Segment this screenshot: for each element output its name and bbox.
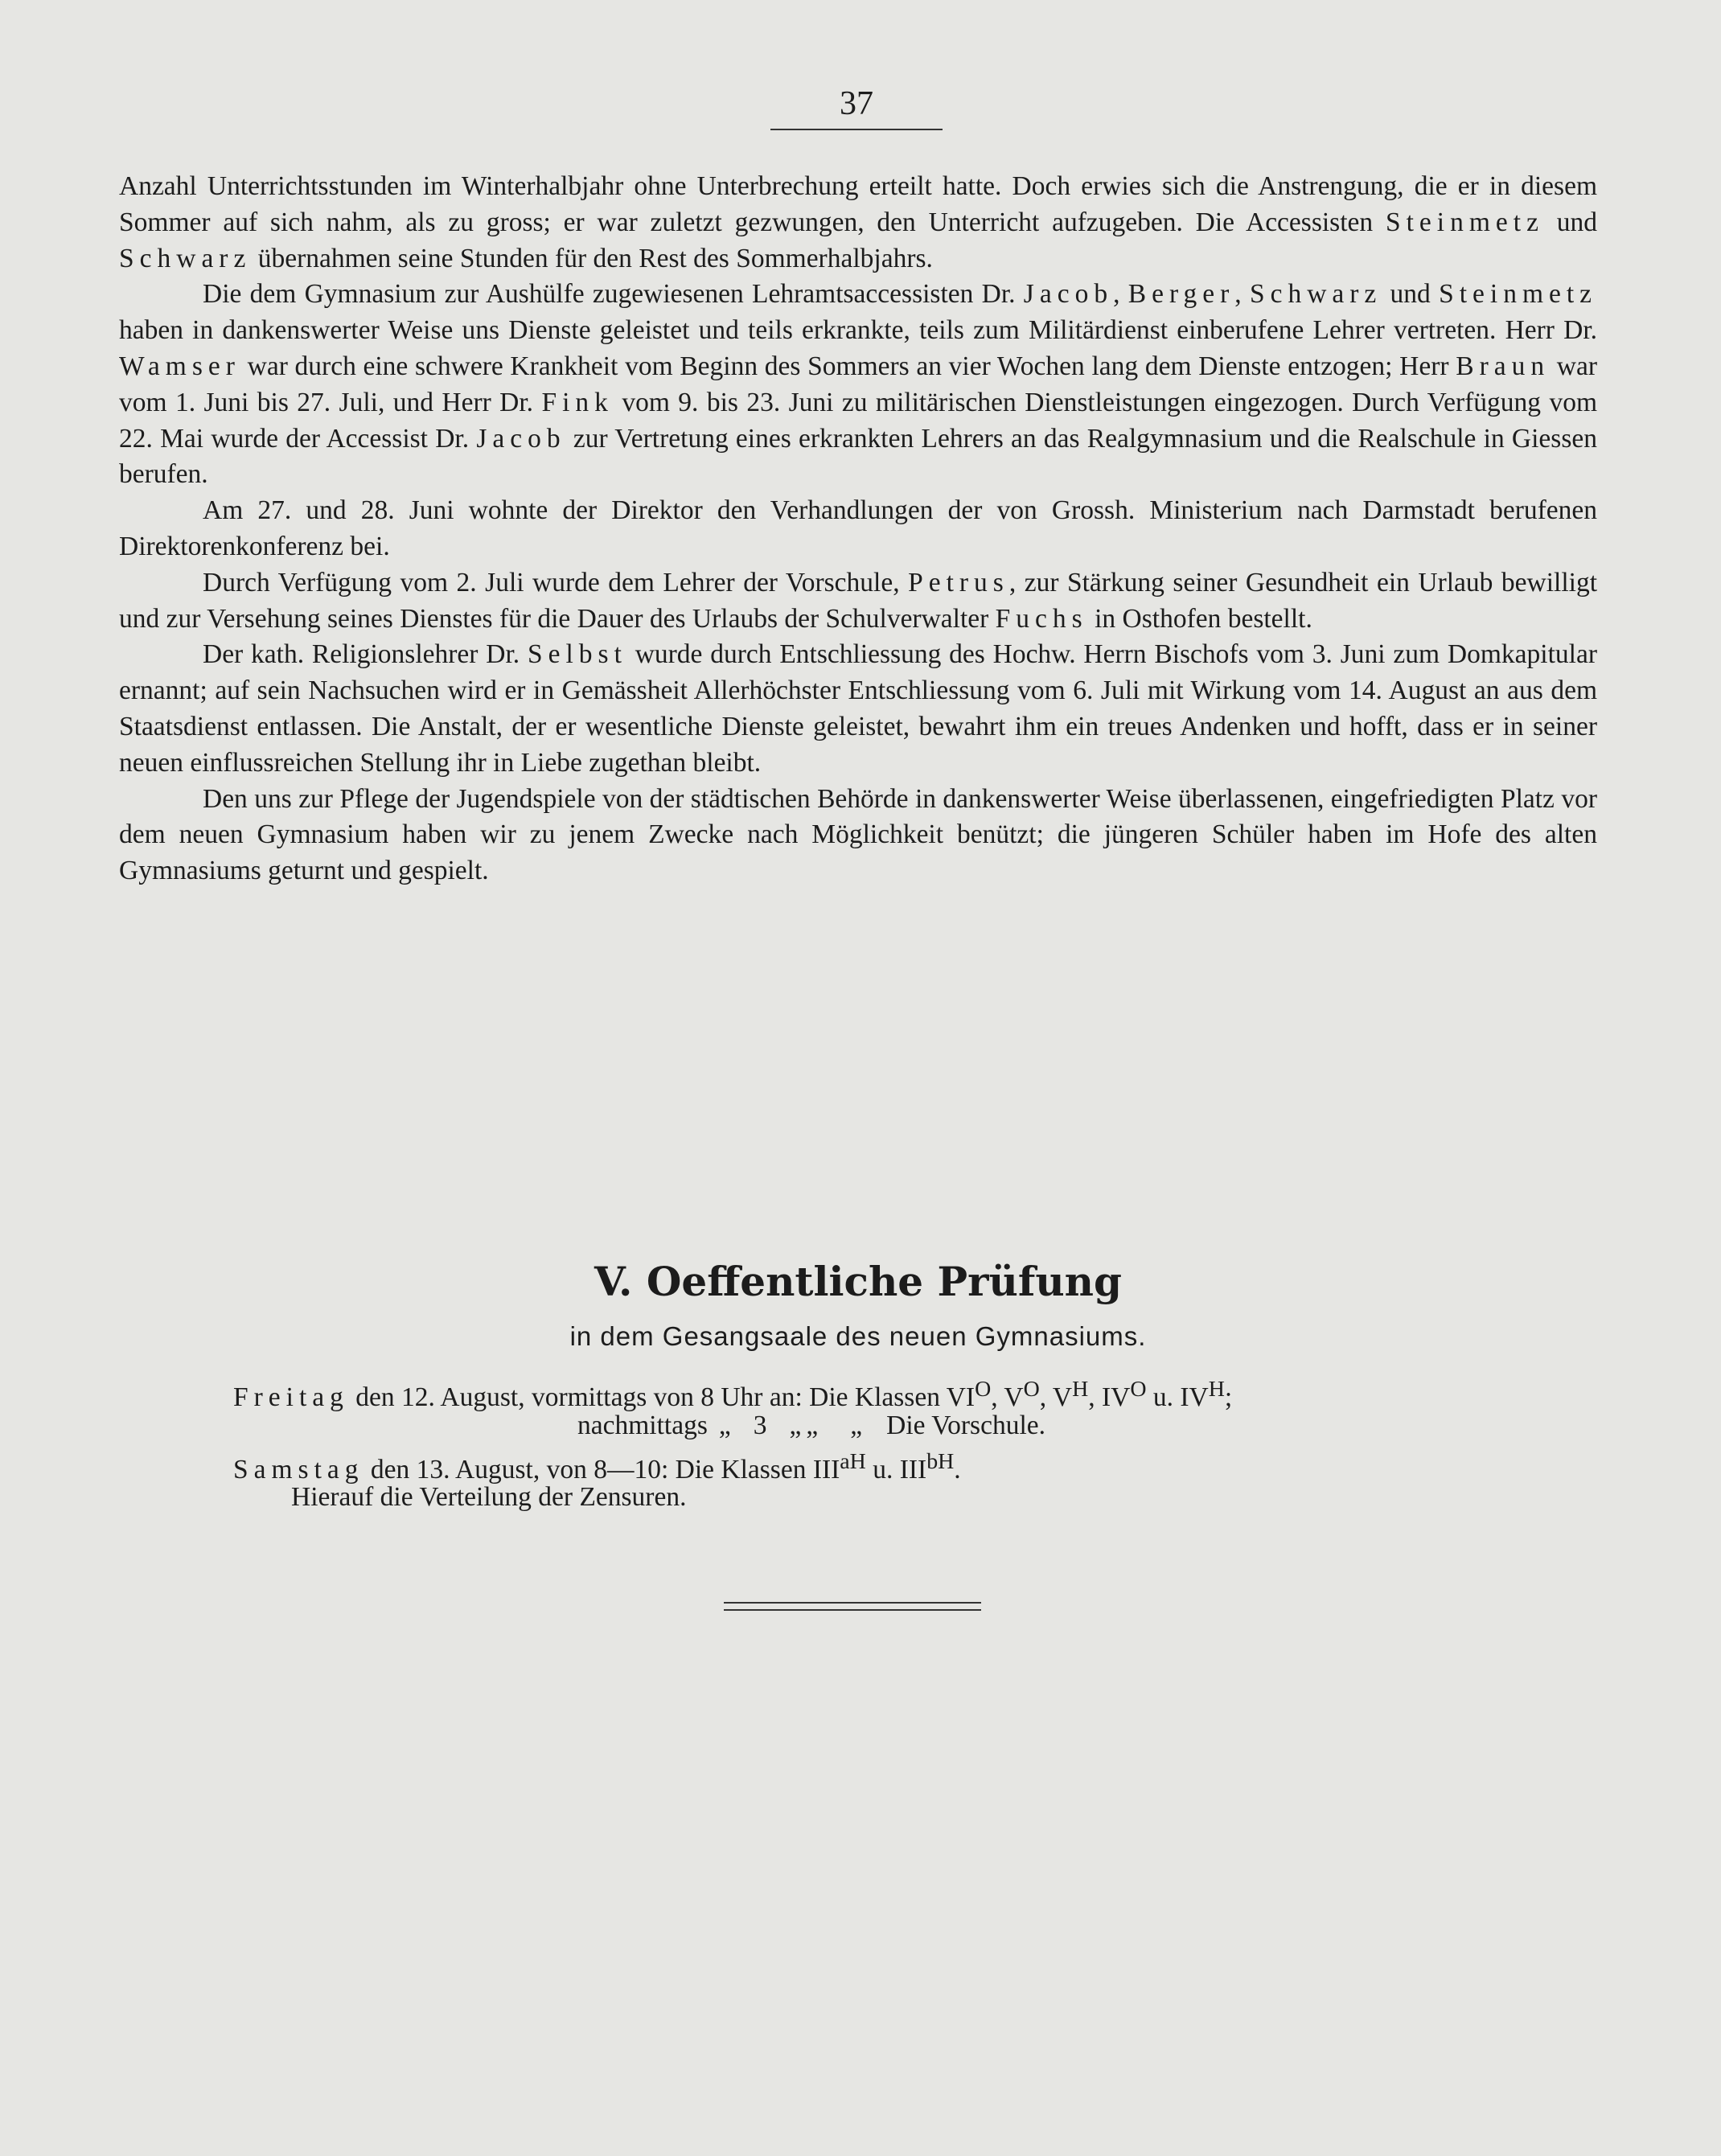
name-wamser: Wamser — [119, 351, 240, 381]
friday-c3: , IV — [1088, 1382, 1131, 1413]
name-berger: Berger — [1127, 279, 1235, 310]
name-petrus: Petrus — [908, 567, 1009, 598]
afternoon-hour: 3 — [753, 1410, 767, 1440]
schedule-row-afternoon — [233, 1408, 1520, 1444]
name-steinmetz-2: Steinmetz — [1439, 279, 1598, 310]
friday-day: Freitag — [233, 1382, 349, 1413]
afternoon-label: nachmittags — [577, 1410, 708, 1440]
paragraph-6: Den uns zur Pflege der Jugendspiele von der städtischen Behörde in dankenswerter Weise überlassenen, eingefriedigten Platz vor dem neuen Gymnasium haben wir zu jenem Zwecke nach Möglichkeit benützt; die jüngeren Schüler haben im Hofe des alten Gymnasiums geturnt und gespielt. — [119, 783, 1597, 886]
afternoon-ditto-2: „ — [789, 1410, 802, 1440]
friday-text: den 12. August, vormittags von 8 Uhr an: Die Klassen VI — [348, 1382, 976, 1413]
friday-c4: u. IV — [1146, 1382, 1209, 1413]
p2-text-g: zur Vertretung eines erkrankten Lehrers an das Realgymnasium und die Realschule in Giessen berufen. — [119, 423, 1597, 490]
afternoon-ditto-4: „ — [850, 1410, 863, 1440]
p2-text-a: Die dem Gymnasium zur Aushülfe zugewiesenen Lehramtsaccessisten Dr. — [203, 279, 1024, 310]
p2-sep-1: , — [1113, 279, 1128, 310]
p2-text-c: haben in dankenswerter Weise uns Dienste geleistet und teils erkrankte, teils zum Militärdienst einberufene Lehrer vertreten. Herr Dr. — [119, 315, 1597, 346]
paragraph-1 — [119, 169, 1597, 277]
schedule-row-closing: Hierauf die Verteilung der Zensuren. — [291, 1482, 687, 1513]
paragraph-4 — [119, 565, 1597, 638]
name-schwarz-2: Schwarz — [1249, 279, 1382, 310]
p2-text-f: vom 9. bis 23. Juni zu militärischen Dienstleistungen eingezogen. Durch Verfügung vom 22. Mai wurde der Accessist Dr. — [119, 387, 1597, 454]
section-subtitle: in dem Gesangsaale des neuen Gymnasiums. — [569, 1321, 1147, 1351]
paragraph-2 — [119, 277, 1597, 493]
friday-sup-2: O — [1023, 1377, 1040, 1402]
name-jacob-2: Jacob — [476, 423, 566, 454]
schedule-row-saturday — [233, 1444, 1520, 1485]
saturday-sup-1: aH — [840, 1448, 866, 1474]
p1-text-b: und — [1543, 207, 1598, 237]
p2-text-e: war vom 1. Juni bis 27. Juli, und Herr Dr. — [119, 351, 1598, 417]
p4-text-b: , zur Stärkung seiner Gesundheit ein Urlaub bewilligt und zur Versehung seines Dienstes für die Dauer des Urlaubs der Schulverwalter — [119, 567, 1597, 634]
saturday-sup-2: bH — [926, 1448, 955, 1474]
afternoon-text: Die Vorschule. — [886, 1410, 1046, 1440]
p4-text-c: in Osthofen bestellt. — [1087, 603, 1312, 634]
name-fink: Fink — [541, 387, 614, 417]
friday-c1: , V — [991, 1382, 1024, 1413]
friday-end: ; — [1224, 1382, 1233, 1413]
body-text — [119, 169, 1597, 889]
page-number: 37 — [840, 85, 873, 122]
friday-sup-4: O — [1130, 1377, 1147, 1402]
friday-sup-3: H — [1072, 1377, 1089, 1402]
afternoon-ditto-1: „ — [718, 1410, 731, 1440]
saturday-end: . — [954, 1454, 961, 1485]
paragraph-5 — [119, 637, 1597, 781]
p5-text-b: wurde durch Entschliessung des Hochw. Herrn Bischofs vom 3. Juni zum Domkapitular ernannt; auf sein Nachsuchen wird er in Gemässheit Allerhöchster Entschliessung vom 6. Juli mit Wirkung vom 14. August an aus dem Staatsdienst entlassen. Die Anstalt, der er wesentliche Dienste geleistet, bewahrt ihm ein treues Andenken und hofft, dass er in seiner neuen einflussreichen Stellung ihr in Liebe zugethan bleibt. — [119, 639, 1597, 778]
p2-text-b: und — [1382, 279, 1440, 310]
name-fuchs: Fuchs — [995, 603, 1088, 634]
p1-text-c: übernahmen seine Stunden für den Rest des Sommerhalbjahrs. — [251, 243, 933, 273]
page-number-rule — [770, 129, 943, 130]
paragraph-3: Am 27. und 28. Juni wohnte der Direktor den Verhandlungen der von Grossh. Ministerium nach Darmstadt berufenen Direktorenkonferenz bei. — [119, 495, 1597, 561]
friday-c2: , V — [1039, 1382, 1073, 1413]
p2-text-d: war durch eine schwere Krankheit vom Beginn des Sommers an vier Wochen lang dem Dienste entzogen; Herr — [240, 351, 1456, 381]
p1-text: Anzahl Unterrichtsstunden im Winterhalbjahr ohne Unterbrechung erteilt hatte. Doch erwies sich die Anstrengung, die er in diesem Sommer auf sich nahm, als zu gross; er war zuletzt gezwungen, den Unterricht aufzugeben. Die Accessisten — [119, 171, 1597, 237]
section-title: V. Oeffentliche Prüfung — [594, 1258, 1122, 1305]
p4-text-a: Durch Verfügung vom 2. Juli wurde dem Lehrer der Vorschule, — [203, 567, 909, 598]
friday-sup-5: H — [1208, 1377, 1225, 1402]
name-schwarz: Schwarz — [119, 243, 252, 273]
p2-sep-2: , — [1234, 279, 1250, 310]
afternoon-ditto-3: „ — [806, 1410, 819, 1440]
name-steinmetz: Steinmetz — [1385, 207, 1544, 237]
schedule-row-friday — [233, 1372, 1520, 1413]
saturday-day: Samstag — [233, 1454, 364, 1485]
closing-double-rule — [724, 1602, 981, 1611]
name-braun: Braun — [1456, 351, 1551, 381]
friday-sup-1: O — [975, 1377, 992, 1402]
exam-schedule — [233, 1372, 1520, 1516]
p5-text-a: Der kath. Religionslehrer Dr. — [203, 639, 528, 670]
name-jacob: Jacob — [1023, 279, 1114, 310]
saturday-text: den 13. August, von 8—10: Die Klassen III — [364, 1454, 840, 1485]
name-selbst: Selbst — [527, 639, 627, 670]
saturday-c1: u. III — [865, 1454, 927, 1485]
